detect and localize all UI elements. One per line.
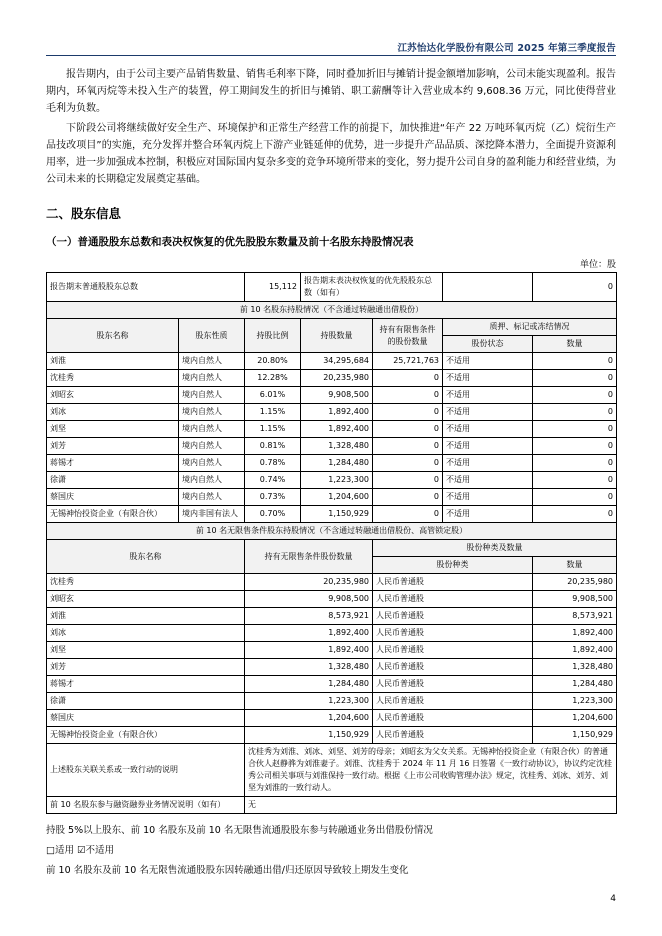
cell-amount: 1,328,480 bbox=[301, 438, 373, 455]
summary-label-right: 报告期末表决权恢复的优先股股东总数（如有） bbox=[301, 273, 443, 302]
col-header-amount: 持股数量 bbox=[301, 319, 373, 353]
table-row bbox=[47, 421, 617, 438]
cell-ratio: 0.70% bbox=[245, 506, 301, 523]
table-header-row-1 bbox=[47, 319, 617, 336]
cell2-kind-amount: 9,908,500 bbox=[533, 591, 617, 608]
table-row bbox=[47, 489, 617, 506]
cell2-kind-amount: 1,892,400 bbox=[533, 625, 617, 642]
cell2-name: 蒋锡才 bbox=[47, 676, 245, 693]
header-divider bbox=[46, 55, 616, 56]
note-checkbox: □适用 ☑不适用 bbox=[46, 845, 115, 856]
cell-amount: 1,223,300 bbox=[301, 472, 373, 489]
cell-ratio: 1.15% bbox=[245, 421, 301, 438]
summary-value-right: 0 bbox=[533, 273, 617, 302]
cell-status: 不适用 bbox=[443, 438, 533, 455]
col2-header-kind-amount: 数量 bbox=[533, 557, 617, 574]
cell-status: 不适用 bbox=[443, 421, 533, 438]
cell-ratio: 0.81% bbox=[245, 438, 301, 455]
cell-amount: 34,295,684 bbox=[301, 353, 373, 370]
cell2-name: 沈桂秀 bbox=[47, 574, 245, 591]
cell-status: 不适用 bbox=[443, 353, 533, 370]
table-row bbox=[47, 642, 617, 659]
cell2-amount: 8,573,921 bbox=[245, 608, 373, 625]
table-row bbox=[47, 370, 617, 387]
cell2-name: 无锡神怡投资企业（有限合伙） bbox=[47, 727, 245, 744]
band-title-top10: 前 10 名股东持股情况（不含通过转融通出借股份） bbox=[47, 302, 617, 319]
page-content bbox=[46, 66, 616, 882]
cell2-kind-amount: 1,223,300 bbox=[533, 693, 617, 710]
cell2-name: 刘芳 bbox=[47, 659, 245, 676]
cell-name: 刘坚 bbox=[47, 421, 179, 438]
cell-ratio: 1.15% bbox=[245, 404, 301, 421]
cell-amount: 20,235,980 bbox=[301, 370, 373, 387]
cell2-amount: 1,328,480 bbox=[245, 659, 373, 676]
cell2-kind-amount: 1,204,600 bbox=[533, 710, 617, 727]
cell2-kind: 人民币普通股 bbox=[373, 710, 533, 727]
page-number: 4 bbox=[610, 894, 616, 904]
table-row bbox=[47, 353, 617, 370]
cell2-kind: 人民币普通股 bbox=[373, 676, 533, 693]
cell-name: 刘冰 bbox=[47, 404, 179, 421]
cell-restricted: 25,721,763 bbox=[373, 353, 443, 370]
cell-restricted: 0 bbox=[373, 506, 443, 523]
table-band-title-2 bbox=[47, 523, 617, 540]
cell2-amount: 1,204,600 bbox=[245, 710, 373, 727]
cell-name: 蒋锡才 bbox=[47, 455, 179, 472]
relation-label: 上述股东关联关系或一致行动的说明 bbox=[47, 744, 245, 797]
cell2-amount: 20,235,980 bbox=[245, 574, 373, 591]
margin-text: 无 bbox=[245, 797, 617, 814]
summary-label-left: 报告期末普通股股东总数 bbox=[47, 273, 245, 302]
table-row bbox=[47, 591, 617, 608]
cell2-kind-amount: 8,573,921 bbox=[533, 608, 617, 625]
cell-amount: 9,908,500 bbox=[301, 387, 373, 404]
cell-restricted: 0 bbox=[373, 472, 443, 489]
band-title-unrestricted: 前 10 名无限售条件股东持股情况（不含通过转融通出借股份、高管锁定股） bbox=[47, 523, 617, 540]
cell2-kind-amount: 1,284,480 bbox=[533, 676, 617, 693]
cell-restricted: 0 bbox=[373, 489, 443, 506]
table-row-relation bbox=[47, 744, 617, 797]
table-row bbox=[47, 472, 617, 489]
table-row bbox=[47, 438, 617, 455]
cell2-amount: 1,892,400 bbox=[245, 642, 373, 659]
cell-name: 无锡神怡投资企业（有限合伙） bbox=[47, 506, 179, 523]
margin-label: 前 10 名股东参与融资融券业务情况说明（如有） bbox=[47, 797, 245, 814]
cell-status: 不适用 bbox=[443, 455, 533, 472]
relation-text: 沈桂秀为刘淮、刘冰、刘坚、刘芳的母亲；刘昭玄为父女关系。无锡神怡投资企业（有限合伙）的普通合伙人赵静骅为刘淮妻子。刘淮、沈桂秀于 2024 年 11 月 16 日签署《一致行动协议》，协议约定沈桂秀公司相关事项与刘淮保持一致行动。根据《上市公司收购管理办法》规定，沈桂秀、刘冰、刘芳、刘坚为刘淮的一致行动人。 bbox=[245, 744, 617, 797]
cell2-kind-amount: 20,235,980 bbox=[533, 574, 617, 591]
cell-nature: 境内自然人 bbox=[179, 404, 245, 421]
cell2-kind: 人民币普通股 bbox=[373, 727, 533, 744]
cell-name: 沈桂秀 bbox=[47, 370, 179, 387]
col-header-pledge-amount: 数量 bbox=[533, 336, 617, 353]
cell-nature: 境内自然人 bbox=[179, 438, 245, 455]
cell-pledge: 0 bbox=[533, 489, 617, 506]
col-header-restricted: 持有有限售条件的股份数量 bbox=[373, 319, 443, 353]
cell-restricted: 0 bbox=[373, 455, 443, 472]
table-row bbox=[47, 659, 617, 676]
table-row-summary bbox=[47, 273, 617, 302]
cell-ratio: 12.28% bbox=[245, 370, 301, 387]
cell-pledge: 0 bbox=[533, 472, 617, 489]
table-row bbox=[47, 574, 617, 591]
col-header-pledge-group: 质押、标记或冻结情况 bbox=[443, 319, 617, 336]
table-row bbox=[47, 608, 617, 625]
shareholder-table bbox=[46, 272, 617, 814]
cell-status: 不适用 bbox=[443, 472, 533, 489]
cell2-amount: 1,223,300 bbox=[245, 693, 373, 710]
cell2-kind-amount: 1,150,929 bbox=[533, 727, 617, 744]
notes-block bbox=[46, 822, 616, 879]
table-row bbox=[47, 625, 617, 642]
cell2-amount: 1,150,929 bbox=[245, 727, 373, 744]
cell2-kind: 人民币普通股 bbox=[373, 659, 533, 676]
cell-amount: 1,892,400 bbox=[301, 404, 373, 421]
cell-pledge: 0 bbox=[533, 455, 617, 472]
table-row bbox=[47, 693, 617, 710]
cell2-name: 刘坚 bbox=[47, 642, 245, 659]
unit-label: 单位：股 bbox=[579, 260, 616, 270]
cell-amount: 1,204,600 bbox=[301, 489, 373, 506]
cell-status: 不适用 bbox=[443, 489, 533, 506]
cell2-name: 刘冰 bbox=[47, 625, 245, 642]
table-row bbox=[47, 710, 617, 727]
cell-pledge: 0 bbox=[533, 506, 617, 523]
cell2-kind: 人民币普通股 bbox=[373, 693, 533, 710]
cell-pledge: 0 bbox=[533, 404, 617, 421]
table-row bbox=[47, 404, 617, 421]
summary-label-right-pad bbox=[443, 273, 533, 302]
table2-header-row-1 bbox=[47, 540, 617, 557]
cell-restricted: 0 bbox=[373, 421, 443, 438]
note-2: 前 10 名股东及前 10 名无限售流通股股东因转融通出借/归还原因导致较上期发生变化 bbox=[46, 865, 409, 876]
paragraph-1: 报告期内，由于公司主要产品销售数量、销售毛利率下降，同时叠加折旧与摊销计提金额增加影响，公司未能实现盈利。报告期内，环氧丙烷等未投入生产的装置，停工期间发生的折旧与摊销、职工薪酬等计入营业成本约 9,608.36 万元，同比使得营业毛利为负数。 bbox=[46, 69, 616, 114]
table-row-margin bbox=[47, 797, 617, 814]
cell-restricted: 0 bbox=[373, 438, 443, 455]
cell-status: 不适用 bbox=[443, 370, 533, 387]
col2-header-kind: 股份种类 bbox=[373, 557, 533, 574]
cell2-name: 徐潇 bbox=[47, 693, 245, 710]
cell2-kind-amount: 1,892,400 bbox=[533, 642, 617, 659]
col-header-nature: 股东性质 bbox=[179, 319, 245, 353]
cell-nature: 境内自然人 bbox=[179, 387, 245, 404]
cell2-name: 刘淮 bbox=[47, 608, 245, 625]
cell-nature: 境内自然人 bbox=[179, 472, 245, 489]
note-1: 持股 5%以上股东、前 10 名股东及前 10 名无限售流通股股东参与转融通业务出借股份情况 bbox=[46, 825, 433, 836]
cell-ratio: 20.80% bbox=[245, 353, 301, 370]
cell-restricted: 0 bbox=[373, 387, 443, 404]
cell-amount: 1,150,929 bbox=[301, 506, 373, 523]
cell2-name: 蔡国庆 bbox=[47, 710, 245, 727]
cell2-kind: 人民币普通股 bbox=[373, 625, 533, 642]
cell2-amount: 1,284,480 bbox=[245, 676, 373, 693]
cell-ratio: 6.01% bbox=[245, 387, 301, 404]
cell-amount: 1,284,480 bbox=[301, 455, 373, 472]
cell-name: 刘淮 bbox=[47, 353, 179, 370]
cell-name: 刘芳 bbox=[47, 438, 179, 455]
paragraph-2: 下阶段公司将继续做好安全生产、环境保护和正常生产经营工作的前提下，加快推进“年产 22 万吨环氧丙烷（乙）烷衍生产品技改项目”的实施，充分发挥并整合环氧丙烷上下游产业链延伸的优势，进一步提升产品品质、深挖降本潜力，全面提升资源利用率，进一步加强成本控制，积极应对国际国内复杂多变的竞争环境所带来的变化，努力提升公司自身的盈利能力和经营业绩，为公司未来的长期稳定发展奠定基础。 bbox=[46, 123, 616, 185]
cell-restricted: 0 bbox=[373, 404, 443, 421]
col-header-name: 股东名称 bbox=[47, 319, 179, 353]
cell-name: 刘昭玄 bbox=[47, 387, 179, 404]
cell-restricted: 0 bbox=[373, 370, 443, 387]
cell2-kind-amount: 1,328,480 bbox=[533, 659, 617, 676]
cell2-name: 刘昭玄 bbox=[47, 591, 245, 608]
cell-pledge: 0 bbox=[533, 353, 617, 370]
cell-pledge: 0 bbox=[533, 438, 617, 455]
cell-nature: 境内自然人 bbox=[179, 455, 245, 472]
cell-name: 徐潇 bbox=[47, 472, 179, 489]
col2-header-kind-group: 股份种类及数量 bbox=[373, 540, 617, 557]
table-row bbox=[47, 387, 617, 404]
col-header-ratio: 持股比例 bbox=[245, 319, 301, 353]
table-row bbox=[47, 676, 617, 693]
summary-value-left: 15,112 bbox=[245, 273, 301, 302]
cell2-amount: 1,892,400 bbox=[245, 625, 373, 642]
cell-nature: 境内自然人 bbox=[179, 353, 245, 370]
cell-status: 不适用 bbox=[443, 404, 533, 421]
col2-header-name: 股东名称 bbox=[47, 540, 245, 574]
cell-pledge: 0 bbox=[533, 370, 617, 387]
cell-nature: 境内自然人 bbox=[179, 421, 245, 438]
cell-ratio: 0.74% bbox=[245, 472, 301, 489]
subsection-title: （一）普通股股东总数和表决权恢复的优先股股东数量及前十名股东持股情况表 bbox=[46, 236, 414, 248]
table-row bbox=[47, 506, 617, 523]
page-header: 江苏怡达化学股份有限公司 2025 年第三季度报告 bbox=[397, 43, 616, 54]
table-row bbox=[47, 727, 617, 744]
cell-status: 不适用 bbox=[443, 387, 533, 404]
cell-pledge: 0 bbox=[533, 387, 617, 404]
cell-nature: 境内自然人 bbox=[179, 370, 245, 387]
cell-pledge: 0 bbox=[533, 421, 617, 438]
cell2-kind: 人民币普通股 bbox=[373, 591, 533, 608]
col-header-pledge-status: 股份状态 bbox=[443, 336, 533, 353]
col2-header-amount: 持有无限售条件股份数量 bbox=[245, 540, 373, 574]
cell-ratio: 0.73% bbox=[245, 489, 301, 506]
section-title: 二、股东信息 bbox=[46, 206, 122, 221]
cell2-amount: 9,908,500 bbox=[245, 591, 373, 608]
cell-name: 蔡国庆 bbox=[47, 489, 179, 506]
table-row bbox=[47, 455, 617, 472]
cell-nature: 境内非国有法人 bbox=[179, 506, 245, 523]
cell2-kind: 人民币普通股 bbox=[373, 642, 533, 659]
cell2-kind: 人民币普通股 bbox=[373, 574, 533, 591]
table-band-title-1 bbox=[47, 302, 617, 319]
cell-nature: 境内自然人 bbox=[179, 489, 245, 506]
cell-ratio: 0.78% bbox=[245, 455, 301, 472]
cell-status: 不适用 bbox=[443, 506, 533, 523]
cell-amount: 1,892,400 bbox=[301, 421, 373, 438]
cell2-kind: 人民币普通股 bbox=[373, 608, 533, 625]
